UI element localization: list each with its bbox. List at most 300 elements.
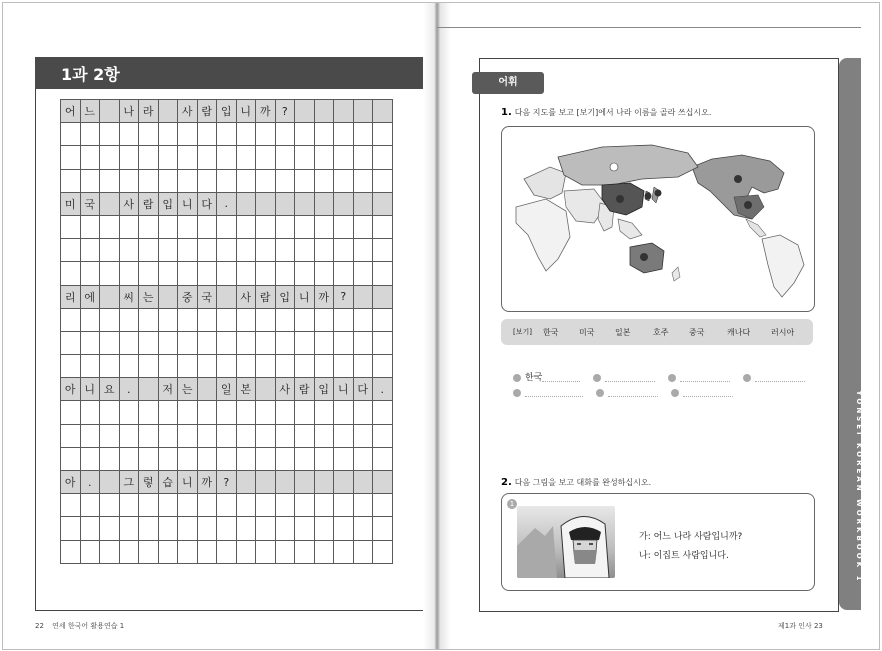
grid-cell[interactable] [197,308,217,331]
grid-cell[interactable] [275,123,295,146]
grid-cell[interactable] [158,331,178,354]
grid-cell[interactable] [139,494,159,517]
grid-cell[interactable] [80,239,100,262]
grid-cell[interactable] [275,169,295,192]
option-china: 중국 [689,328,705,337]
question-2 [501,477,651,488]
grid-cell[interactable] [217,355,237,378]
grid-cell[interactable] [236,262,256,285]
dialog-line-1: 가: 어느 나라 사람입니까? [639,532,743,542]
grid-cell[interactable] [236,239,256,262]
grid-cell[interactable] [80,146,100,169]
grid-cell[interactable] [178,424,198,447]
grid-cell[interactable] [119,239,139,262]
grid-cell[interactable] [80,540,100,563]
grid-cell[interactable] [100,123,120,146]
grid-cell[interactable] [217,239,237,262]
grid-cell[interactable] [80,308,100,331]
grid-cell[interactable] [236,447,256,470]
grid-cell: 까 [197,471,217,494]
grid-cell[interactable] [275,355,295,378]
grid-cell[interactable] [314,262,334,285]
grid-cell[interactable] [178,169,198,192]
grid-cell[interactable] [353,239,373,262]
grid-cell[interactable] [373,331,393,354]
grid-cell[interactable] [275,540,295,563]
grid-cell[interactable] [275,331,295,354]
grid-cell[interactable] [295,239,315,262]
grid-cell [100,192,120,215]
grid-cell: ? [275,100,295,123]
grid-cell[interactable] [217,308,237,331]
grid-cell[interactable] [217,517,237,540]
grid-cell[interactable] [139,401,159,424]
grid-cell[interactable] [61,447,81,470]
grid-cell[interactable] [295,262,315,285]
grid-cell[interactable] [197,169,217,192]
grid-cell[interactable] [256,146,276,169]
grid-cell[interactable] [197,401,217,424]
grid-cell[interactable] [236,424,256,447]
grid-cell[interactable] [139,262,159,285]
grid-cell[interactable] [119,540,139,563]
grid-cell[interactable] [100,215,120,238]
grid-cell[interactable] [119,331,139,354]
grid-cell[interactable] [178,401,198,424]
grid-cell[interactable] [100,262,120,285]
grid-cell[interactable] [158,215,178,238]
grid-cell[interactable] [158,424,178,447]
grid-cell: 렇 [139,471,159,494]
grid-cell[interactable] [236,169,256,192]
grid-cell[interactable] [217,494,237,517]
grid-cell[interactable] [61,494,81,517]
grid-cell[interactable] [314,424,334,447]
grid-cell[interactable] [334,494,354,517]
grid-cell[interactable] [158,517,178,540]
grid-cell[interactable] [334,308,354,331]
grid-cell[interactable] [334,169,354,192]
grid-cell[interactable] [61,331,81,354]
grid-cell[interactable] [314,494,334,517]
grid-cell[interactable] [80,331,100,354]
grid-cell[interactable] [217,262,237,285]
grid-cell[interactable] [197,123,217,146]
grid-cell[interactable] [353,308,373,331]
grid-cell [334,471,354,494]
grid-cell[interactable] [353,401,373,424]
grid-cell[interactable] [197,262,217,285]
grid-cell[interactable] [275,262,295,285]
grid-cell[interactable] [275,494,295,517]
grid-cell[interactable] [353,424,373,447]
grid-cell[interactable] [353,331,373,354]
grid-cell[interactable] [217,401,237,424]
grid-cell[interactable] [217,424,237,447]
grid-cell[interactable] [275,401,295,424]
central-america-shape [746,219,766,237]
grid-cell[interactable] [256,540,276,563]
grid-cell[interactable] [236,123,256,146]
grid-cell[interactable] [256,355,276,378]
grid-cell[interactable] [256,494,276,517]
grid-cell[interactable] [80,401,100,424]
grid-cell[interactable] [353,447,373,470]
grid-cell[interactable] [217,331,237,354]
grid-cell[interactable] [334,517,354,540]
grid-cell[interactable] [119,355,139,378]
grid-cell[interactable] [80,517,100,540]
grid-cell: 니 [178,192,198,215]
grid-cell[interactable] [295,447,315,470]
grid-cell[interactable] [61,169,81,192]
answer-line-1[interactable] [542,373,580,382]
grid-cell[interactable] [314,239,334,262]
grid-cell: 니 [236,100,256,123]
grid-cell[interactable] [197,215,217,238]
grid-cell[interactable] [197,355,217,378]
grid-cell[interactable] [373,123,393,146]
grid-cell[interactable] [236,517,256,540]
grid-cell[interactable] [61,123,81,146]
grid-cell[interactable] [119,146,139,169]
grid-cell[interactable] [61,308,81,331]
grid-cell[interactable] [353,540,373,563]
grid-cell[interactable] [353,494,373,517]
grid-cell[interactable] [256,401,276,424]
grid-cell[interactable] [139,169,159,192]
grid-cell[interactable] [353,517,373,540]
grid-cell[interactable] [295,123,315,146]
grid-cell[interactable] [314,215,334,238]
grid-cell [100,285,120,308]
item-number-badge: 1 [507,499,517,509]
grid-cell[interactable] [295,401,315,424]
grid-cell[interactable] [119,308,139,331]
grid-cell[interactable] [295,424,315,447]
grid-cell[interactable] [295,331,315,354]
grid-cell[interactable] [197,517,217,540]
grid-cell[interactable] [178,262,198,285]
grid-cell[interactable] [158,540,178,563]
grid-cell[interactable] [295,308,315,331]
grid-cell [256,378,276,401]
grid-cell[interactable] [80,123,100,146]
grid-cell[interactable] [158,401,178,424]
grid-cell[interactable] [373,262,393,285]
grid-cell[interactable] [256,308,276,331]
answer-bullet-1 [513,374,521,382]
grid-cell[interactable] [373,308,393,331]
book-spread [2,2,880,650]
grid-cell[interactable] [139,331,159,354]
grid-cell[interactable] [217,146,237,169]
marker-3 [655,190,662,197]
grid-row [61,192,393,215]
grid-cell[interactable] [178,331,198,354]
grid-cell: 어 [61,100,81,123]
grid-cell[interactable] [158,169,178,192]
grid-cell[interactable] [61,517,81,540]
grid-cell[interactable] [314,447,334,470]
grid-cell[interactable] [373,146,393,169]
grid-cell[interactable] [197,447,217,470]
grid-cell[interactable] [139,239,159,262]
grid-cell[interactable] [178,215,198,238]
answer-line-5[interactable] [525,388,583,397]
grid-cell[interactable] [314,517,334,540]
grid-cell[interactable] [61,401,81,424]
grid-cell[interactable] [197,424,217,447]
grid-cell[interactable] [334,355,354,378]
grid-cell[interactable] [314,401,334,424]
grid-cell[interactable] [61,262,81,285]
grid-cell[interactable] [295,215,315,238]
grid-cell[interactable] [295,169,315,192]
grid-cell[interactable] [334,146,354,169]
grid-cell[interactable] [217,123,237,146]
grid-cell[interactable] [217,169,237,192]
grid-cell[interactable] [139,215,159,238]
grid-cell[interactable] [236,331,256,354]
grid-cell[interactable] [119,215,139,238]
grid-cell[interactable] [119,424,139,447]
grid-cell[interactable] [314,308,334,331]
grid-cell[interactable] [256,123,276,146]
grid-cell[interactable] [61,540,81,563]
grid-cell[interactable] [256,239,276,262]
grid-cell[interactable] [100,494,120,517]
grid-cell[interactable] [256,331,276,354]
option-korea: 한국 [543,328,559,337]
grid-cell[interactable] [100,331,120,354]
grid-cell[interactable] [197,494,217,517]
grid-cell[interactable] [80,215,100,238]
grid-cell[interactable] [61,146,81,169]
grid-cell[interactable] [353,169,373,192]
grid-cell[interactable] [236,494,256,517]
grid-cell[interactable] [119,494,139,517]
grid-cell[interactable] [275,215,295,238]
grid-cell[interactable] [61,355,81,378]
grid-cell[interactable] [80,494,100,517]
grid-cell[interactable] [373,401,393,424]
grid-cell[interactable] [100,517,120,540]
grid-cell[interactable] [295,146,315,169]
grid-cell[interactable] [139,355,159,378]
grid-cell[interactable] [334,215,354,238]
grid-cell[interactable] [373,169,393,192]
grid-cell[interactable] [80,262,100,285]
grid-cell[interactable] [236,401,256,424]
grid-cell[interactable] [373,215,393,238]
grid-cell[interactable] [119,517,139,540]
grid-cell[interactable] [158,123,178,146]
grid-cell[interactable] [197,540,217,563]
grid-cell[interactable] [119,401,139,424]
grid-cell[interactable] [158,447,178,470]
grid-cell[interactable] [100,355,120,378]
grid-cell[interactable] [100,424,120,447]
grid-cell[interactable] [100,401,120,424]
grid-cell[interactable] [61,424,81,447]
grid-cell [373,471,393,494]
answer-line-2[interactable] [605,373,655,382]
grid-cell: 나 [119,100,139,123]
grid-cell[interactable] [334,262,354,285]
grid-cell[interactable] [256,262,276,285]
answer-bullet-2 [593,374,601,382]
question-2-text: 다음 그림을 보고 대화를 완성하십시오. [514,478,652,487]
grid-cell[interactable] [334,447,354,470]
grid-cell[interactable] [373,540,393,563]
grid-row [61,447,393,470]
grid-cell[interactable] [256,447,276,470]
grid-cell[interactable] [236,146,256,169]
grid-cell[interactable] [178,494,198,517]
grid-cell[interactable] [314,355,334,378]
grid-cell[interactable] [139,517,159,540]
grid-cell[interactable] [217,215,237,238]
grid-cell[interactable] [314,123,334,146]
grid-cell [373,285,393,308]
grid-cell[interactable] [119,262,139,285]
left-footer-title: 연세 한국어 활용연습 1 [52,622,125,630]
grid-cell[interactable] [119,123,139,146]
grid-cell[interactable] [295,517,315,540]
grid-cell[interactable] [158,494,178,517]
grid-row [61,331,393,354]
grid-cell[interactable] [139,123,159,146]
grid-cell: 입 [314,378,334,401]
grid-cell[interactable] [373,355,393,378]
grid-cell[interactable] [295,494,315,517]
grid-cell[interactable] [100,146,120,169]
grid-cell[interactable] [373,424,393,447]
grid-cell[interactable] [353,123,373,146]
grid-cell[interactable] [275,308,295,331]
grid-cell[interactable] [256,424,276,447]
grid-cell[interactable] [334,424,354,447]
grid-cell[interactable] [178,146,198,169]
grid-cell[interactable] [178,447,198,470]
grid-cell[interactable] [217,447,237,470]
grid-cell[interactable] [275,517,295,540]
grid-cell[interactable] [256,517,276,540]
grid-cell[interactable] [158,146,178,169]
grid-cell[interactable] [80,447,100,470]
grid-cell[interactable] [275,146,295,169]
grid-cell[interactable] [373,517,393,540]
grid-cell[interactable] [100,169,120,192]
grid-cell[interactable] [80,424,100,447]
answer-line-3[interactable] [680,373,730,382]
grid-cell[interactable] [373,447,393,470]
grid-cell[interactable] [373,239,393,262]
southeast-asia-shape [618,219,642,239]
grid-cell[interactable] [373,494,393,517]
grid-cell[interactable] [139,447,159,470]
grid-cell[interactable] [178,123,198,146]
grid-cell[interactable] [100,308,120,331]
grid-cell[interactable] [353,355,373,378]
grid-cell[interactable] [353,262,373,285]
grid-cell[interactable] [275,239,295,262]
grid-cell[interactable] [178,355,198,378]
grid-cell: ? [217,471,237,494]
side-tab-label: YONSEI KOREAN WORKBOOK 1 [855,390,863,584]
grid-cell[interactable] [178,239,198,262]
option-usa: 미국 [579,328,595,337]
grid-cell[interactable] [139,308,159,331]
grid-cell[interactable] [158,239,178,262]
grid-cell[interactable] [100,239,120,262]
grid-cell[interactable] [178,517,198,540]
grid-cell[interactable] [334,123,354,146]
answer-line-6[interactable] [608,388,658,397]
answer-line-7[interactable] [683,388,733,397]
grid-cell[interactable] [236,355,256,378]
grid-cell: 까 [256,100,276,123]
grid-cell[interactable] [197,146,217,169]
grid-cell[interactable] [334,540,354,563]
grid-cell[interactable] [139,540,159,563]
answer-line-4[interactable] [755,373,805,382]
grid-cell[interactable] [314,169,334,192]
grid-cell[interactable] [158,355,178,378]
grid-cell[interactable] [119,169,139,192]
grid-cell[interactable] [314,331,334,354]
grid-cell[interactable] [256,215,276,238]
grid-cell[interactable] [80,355,100,378]
grid-cell[interactable] [178,308,198,331]
grid-cell[interactable] [139,424,159,447]
grid-cell[interactable] [119,447,139,470]
grid-cell[interactable] [353,146,373,169]
grid-cell[interactable] [61,239,81,262]
grid-cell[interactable] [275,424,295,447]
grid-cell[interactable] [314,146,334,169]
grid-cell[interactable] [314,540,334,563]
grid-cell[interactable] [236,215,256,238]
grid-cell[interactable] [139,146,159,169]
grid-cell[interactable] [295,355,315,378]
grid-cell[interactable] [217,540,237,563]
grid-cell[interactable] [334,239,354,262]
grid-cell[interactable] [236,308,256,331]
grid-cell[interactable] [158,308,178,331]
grid-cell[interactable] [197,331,217,354]
grid-cell: 일 [217,378,237,401]
grid-cell[interactable] [236,540,256,563]
grid-cell [100,471,120,494]
grid-cell[interactable] [256,169,276,192]
grid-cell[interactable] [158,262,178,285]
grid-cell[interactable] [275,447,295,470]
grid-cell[interactable] [100,540,120,563]
grid-cell[interactable] [334,401,354,424]
grid-cell[interactable] [353,215,373,238]
grid-cell: 입 [275,285,295,308]
grid-cell[interactable] [178,540,198,563]
grid-cell[interactable] [295,540,315,563]
grid-cell[interactable] [100,447,120,470]
grid-cell[interactable] [80,169,100,192]
grid-cell[interactable] [61,215,81,238]
grid-cell[interactable] [197,239,217,262]
marker-2 [645,193,652,200]
grid-cell[interactable] [334,331,354,354]
